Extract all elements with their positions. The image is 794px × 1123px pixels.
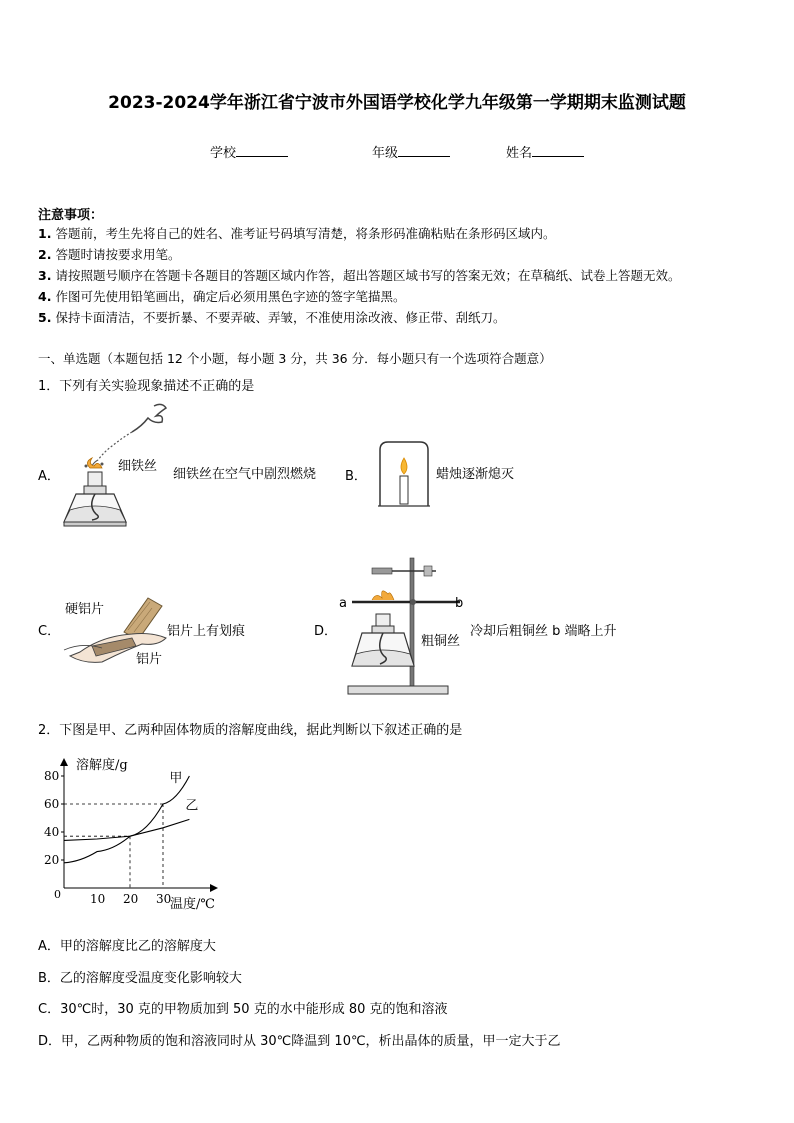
series-label: 乙: [185, 798, 199, 814]
school-label: 学校: [210, 146, 237, 161]
option-b-letter: B．: [345, 469, 367, 484]
x-axis-arrow-icon: [210, 884, 218, 892]
y-tick-label: 60: [44, 797, 60, 811]
grade-blank: [398, 144, 450, 157]
section-heading: 一、单选题（本题包括 12 个小题，每小题 3 分，共 36 分．每小题只有一个选项符合题意）: [38, 351, 552, 366]
y-axis-label: 溶解度/g: [76, 758, 128, 773]
question-2-option-a: A．甲的溶解度比乙的溶解度大: [38, 939, 216, 954]
copper-wire-label: 粗铜丝: [421, 634, 461, 649]
question-2-option-b: B．乙的溶解度受温度变化影响较大: [38, 971, 242, 986]
question-2-option-d: D．甲，乙两种物质的饱和溶液同时从 30℃降温到 10℃，析出晶体的质量，甲一定大于乙: [38, 1034, 561, 1049]
school-blank: [236, 144, 288, 157]
series-line-yi: [64, 819, 189, 840]
option-b-text: 蜡烛逐渐熄灭: [436, 467, 515, 482]
x-tick-label: 10: [90, 892, 106, 906]
y-tick-label: 40: [44, 825, 60, 839]
notice-item: 5. 保持卡面清洁，不要折暴、不要弄破、弄皱，不准使用涂改液、修正带、刮纸刀。: [38, 310, 506, 325]
school-field: [210, 142, 288, 161]
y-tick-label: 20: [44, 853, 60, 867]
option-a-text: 细铁丝在空气中剧烈燃烧: [173, 467, 317, 482]
notice-heading: 注意事项：: [38, 208, 104, 223]
question-2-option-c: C．30℃时，30 克的甲物质加到 50 克的水中能形成 80 克的饱和溶液: [38, 1002, 448, 1017]
question-2-stem: 2．下图是甲、乙两种固体物质的溶解度曲线，据此判断以下叙述正确的是: [38, 723, 463, 738]
hard-aluminum-label: 硬铝片: [65, 602, 105, 617]
y-axis-arrow-icon: [60, 758, 68, 766]
option-c-letter: C．: [38, 624, 61, 639]
notice-item: 4. 作图可先使用铅笔画出，确定后必须用黑色字迹的签字笔描黑。: [38, 289, 406, 304]
copper-wire-heating-figure: [336, 556, 476, 698]
end-b-label: b: [455, 596, 464, 611]
question-1-stem: 1．下列有关实验现象描述不正确的是: [38, 379, 255, 394]
y-tick-label: 80: [44, 769, 60, 783]
x-axis-label: 温度/℃: [170, 897, 215, 912]
x-tick-label: 30: [156, 892, 172, 906]
aluminum-label: 铝片: [136, 652, 163, 667]
name-blank: [532, 144, 584, 157]
origin-label: 0: [54, 888, 61, 901]
x-tick-label: 20: [123, 892, 139, 906]
notice-item: 2. 答题时请按要求用笔。: [38, 247, 181, 262]
grade-field: [372, 142, 450, 161]
option-c-text: 铝片上有划痕: [167, 624, 246, 639]
option-d-text: 冷却后粗铜丝 b 端略上升: [470, 624, 617, 639]
series-label: 甲: [169, 771, 183, 786]
option-a-letter: A．: [38, 469, 60, 484]
notice-item: 1. 答题前，考生先将自己的姓名、准考证号码填写清楚，将条形码准确粘贴在条形码区域内。: [38, 226, 556, 241]
iron-wire-label: 细铁丝: [118, 459, 158, 474]
notice-item: 3. 请按照题号顺序在答题卡各题目的答题区域内作答，超出答题区域书写的答案无效；在草稿纸、试卷上答题无效。: [38, 268, 681, 283]
solubility-chart: [36, 752, 226, 918]
option-d-letter: D．: [314, 624, 338, 639]
grade-label: 年级: [372, 146, 399, 161]
page-title: 2023-2024学年浙江省宁波市外国语学校化学九年级第一学期期末监测试题: [108, 93, 686, 113]
candle-jar-figure: [376, 440, 432, 510]
name-label: 姓名: [506, 146, 533, 161]
end-a-label: a: [339, 596, 347, 611]
series-line-jia: [64, 776, 189, 863]
name-field: [506, 142, 584, 161]
